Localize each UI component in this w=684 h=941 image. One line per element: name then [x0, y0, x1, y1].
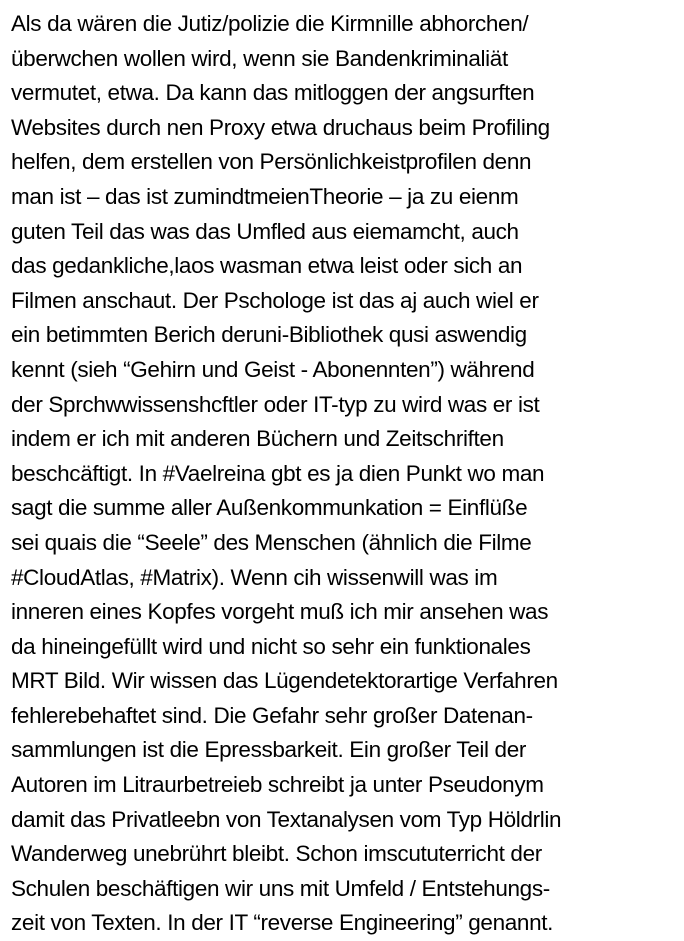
text-line: da hineingefüllt wird und nicht so sehr ein funktionales — [11, 633, 531, 659]
text-line: beschcäftigt. In #Vaelreina gbt es ja dien Punkt wo man — [11, 460, 545, 486]
text-line: zeit von Texten. In der IT “reverse Engineering” genannt. — [11, 910, 554, 936]
text-line: der Sprchwwissenshcftler oder IT-typ zu wird was er ist — [11, 391, 540, 417]
text-line: guten Teil das was das Umfled aus eiemamcht, auch — [11, 218, 519, 244]
text-line: indem er ich mit anderen Büchern und Zeitschriften — [11, 426, 504, 452]
text-line: sammlungen ist die Epressbarkeit. Ein großer Teil der — [11, 737, 527, 763]
text-line: überwchen wollen wird, wenn sie Bandenkriminaliät — [11, 45, 508, 71]
text-line: Filmen anschaut. Der Pschologe ist das aj auch wiel er — [11, 287, 539, 313]
text-line: Websites durch nen Proxy etwa druchaus beim Profiling — [11, 114, 550, 140]
text-line: kennt (sieh “Gehirn und Geist - Abonennten”) während — [11, 356, 535, 382]
text-line: damit das Privatleebn von Textanalysen vom Typ Höldrlin — [11, 806, 562, 832]
text-line: ein betimmten Berich deruni-Bibliothek qusi aswendig — [11, 322, 527, 348]
text-line: fehlerebehaftet sind. Die Gefahr sehr großer Datenan- — [11, 702, 533, 728]
text-line: vermutet, etwa. Da kann das mitloggen der angsurften — [11, 80, 535, 106]
text-line: das gedankliche,laos wasman etwa leist oder sich an — [11, 253, 523, 279]
text-line: man ist – das ist zumindtmeienTheorie – ja zu eienm — [11, 183, 519, 209]
text-line: #CloudAtlas, #Matrix). Wenn cih wissenwill was im — [11, 564, 498, 590]
text-line: inneren eines Kopfes vorgeht muß ich mir ansehen was — [11, 599, 549, 625]
text-line: MRT Bild. Wir wissen das Lügendetektorartige Verfahren — [11, 668, 558, 694]
text-line: helfen, dem erstellen von Persönlichkeistprofilen denn — [11, 149, 532, 175]
text-line: sagt die summe aller Außenkommunkation = Einflüße — [11, 495, 528, 521]
text-line: Schulen beschäftigen wir uns mit Umfeld / Entstehungs- — [11, 875, 550, 901]
body-text — [11, 7, 681, 941]
text-line: Als da wären die Jutiz/polizie die Kirmnille abhorchen/ — [11, 11, 529, 36]
text-line: sei quais die “Seele” des Menschen (ähnlich die Filme — [11, 529, 532, 555]
text-line: Autoren im Litraurbetreieb schreibt ja unter Pseudonym — [11, 772, 544, 798]
text-line: Wanderweg unebrührt bleibt. Schon imscututerricht der — [11, 841, 542, 867]
